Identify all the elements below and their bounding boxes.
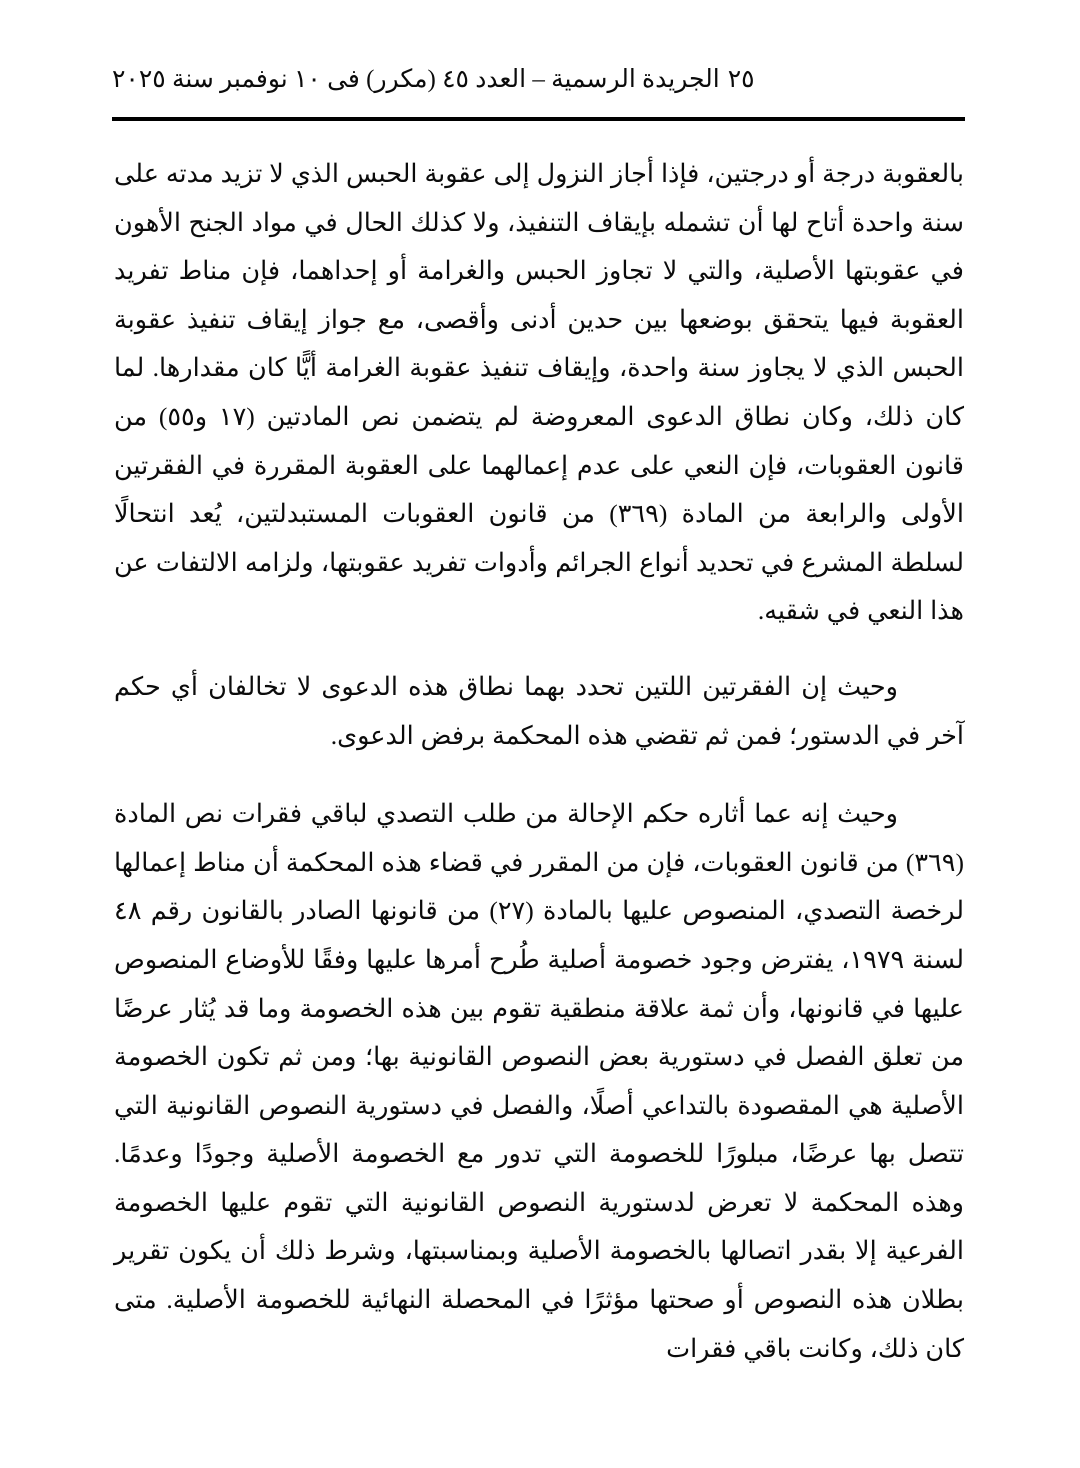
running-head bbox=[112, 58, 968, 102]
page-number: ٢٥ bbox=[727, 66, 755, 94]
body-paragraph-3: وحيث إنه عما أثاره حكم الإحالة من طلب التصدي لباقي فقرات نص المادة (٣٦٩) من قانون العقوبات، فإن من المقرر في قضاء هذه المحكمة أن مناط إعمالها لرخصة التصدي، المنصوص عليها بالمادة (٢٧) من قانونها الصادر بالقانون رقم ٤٨ لسنة ١٩٧٩، يفترض وجود خصومة أصلية طُرح أمرها عليها وفقًا للأوضاع المنصوص عليها في قانونها، وأن ثمة علاقة منطقية تقوم بين هذه الخصومة وما قد يُثار عرضًا من تعلق الفصل في دستورية بعض النصوص القانونية بها؛ ومن ثم تكون الخصومة الأصلية هي المقصودة بالتداعي أصلًا، والفصل في دستورية النصوص القانونية التي تتصل بها عرضًا، مبلورًا للخصومة التي تدور مع الخصومة الأصلية وجودًا وعدمًا. وهذه المحكمة لا تعرض لدستورية النصوص القانونية التي تقوم عليها الخصومة الفرعية إلا بقدر اتصالها بالخصومة الأصلية وبمناسبتها، وشرط ذلك أن يكون تقرير بطلان هذه النصوص أو صحتها مؤثرًا في المحصلة النهائية للخصومة الأصلية. متى كان ذلك، وكانت باقي فقرات bbox=[114, 799, 964, 1363]
paragraph-spacer bbox=[114, 636, 964, 663]
body-paragraph-2: وحيث إن الفقرتين اللتين تحدد بهما نطاق هذه الدعوى لا تخالفان أي حكم آخر في الدستور؛ فمن ثم تقضي هذه المحكمة برفض الدعوى. bbox=[114, 671, 964, 750]
gazette-header-title: الجريدة الرسمية – العدد ٤٥ (مكرر) فى ١٠ نوفمبر سنة ٢٠٢٥ bbox=[112, 66, 720, 94]
header-divider-rule bbox=[112, 117, 965, 121]
body-paragraph-1: بالعقوبة درجة أو درجتين، فإذا أجاز النزول إلى عقوبة الحبس الذي لا تزيد مدته على سنة واحدة أتاح لها أن تشمله بإيقاف التنفيذ، ولا كذلك الحال في مواد الجنح الأهون في عقوبتها الأصلية، والتي لا تجاوز الحبس والغرامة أو إحداهما، فإن مناط تفريد العقوبة فيها يتحقق بوضعها بين حدين أدنى وأقصى، مع جواز إيقاف تنفيذ عقوبة الحبس الذي لا يجاوز سنة واحدة، وإيقاف تنفيذ عقوبة الغرامة أيًّا كان مقدارها. لما كان ذلك، وكان نطاق الدعوى المعروضة لم يتضمن نص المادتين (١٧ و٥٥) من قانون العقوبات، فإن النعي على عدم إعمالهما على العقوبة المقررة في الفقرتين الأولى والرابعة من المادة (٣٦٩) من قانون العقوبات المستبدلتين، يُعد انتحالًا لسلطة المشرع في تحديد أنواع الجرائم وأدوات تفريد عقوبتها، ولزامه الالتفات عن هذا النعي في شقيه. bbox=[114, 159, 965, 626]
document-body-text bbox=[114, 150, 964, 1373]
paragraph-spacer bbox=[114, 760, 964, 790]
